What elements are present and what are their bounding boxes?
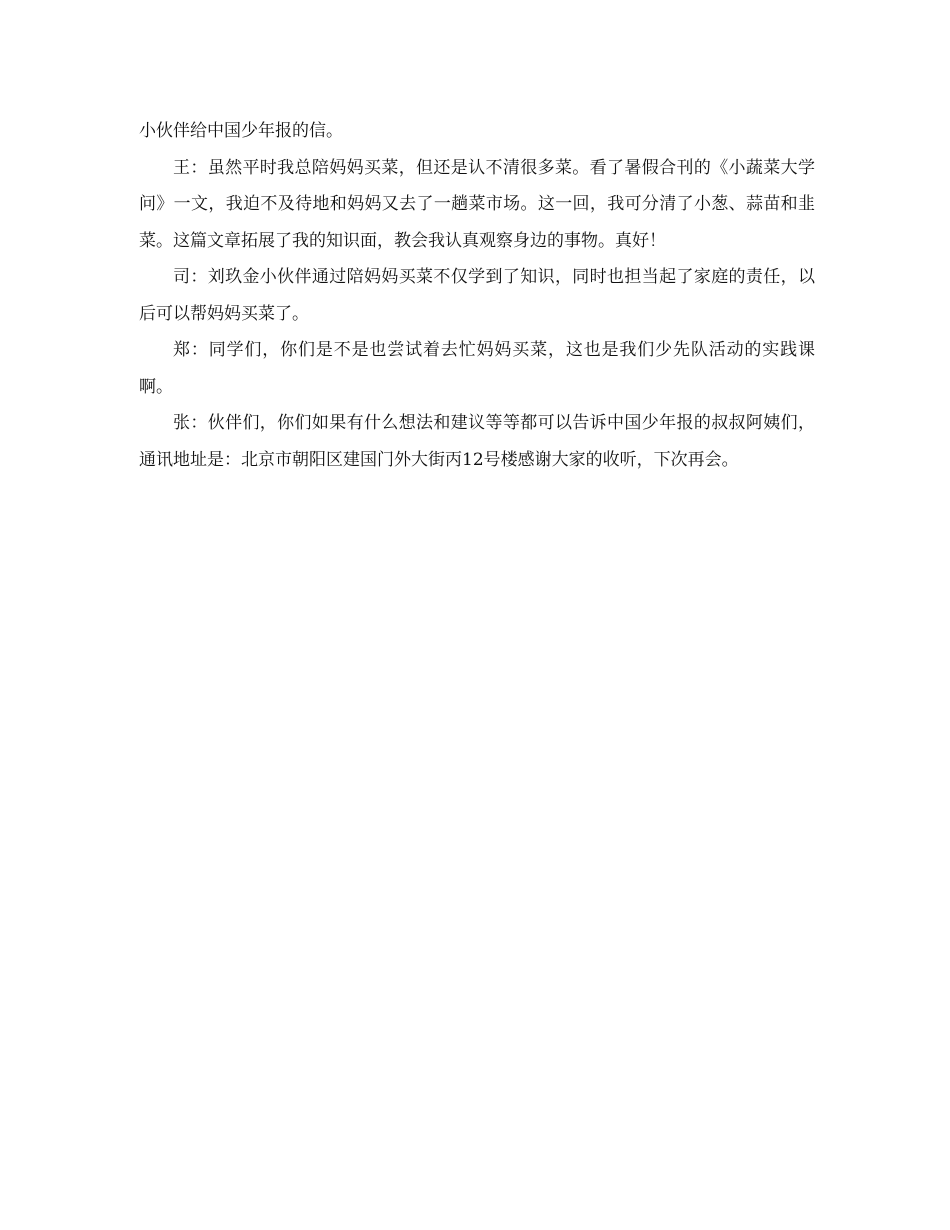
paragraph-zheng: 郑：同学们，你们是不是也尝试着去忙妈妈买菜，这也是我们少先队活动的实践课啊。 <box>139 340 815 397</box>
paragraph-continuation: 小伙伴给中国少年报的信。 <box>139 121 343 141</box>
document-body <box>139 113 815 478</box>
paragraph-zhang: 张：伙伴们，你们如果有什么想法和建议等等都可以告诉中国少年报的叔叔阿姨们，通讯地址是：北京市朝阳区建国门外大街丙12号楼感谢大家的收听，下次再会。 <box>139 413 815 470</box>
paragraph-si: 司：刘玖金小伙伴通过陪妈妈买菜不仅学到了知识，同时也担当起了家庭的责任，以后可以帮妈妈买菜了。 <box>139 267 815 324</box>
paragraph-wang: 王：虽然平时我总陪妈妈买菜，但还是认不清很多菜。看了暑假合刊的《小蔬菜大学问》一文，我迫不及待地和妈妈又去了一趟菜市场。这一回，我可分清了小葱、蒜苗和韭菜。这篇文章拓展了我的知识面，教会我认真观察身边的事物。真好！ <box>139 157 815 251</box>
